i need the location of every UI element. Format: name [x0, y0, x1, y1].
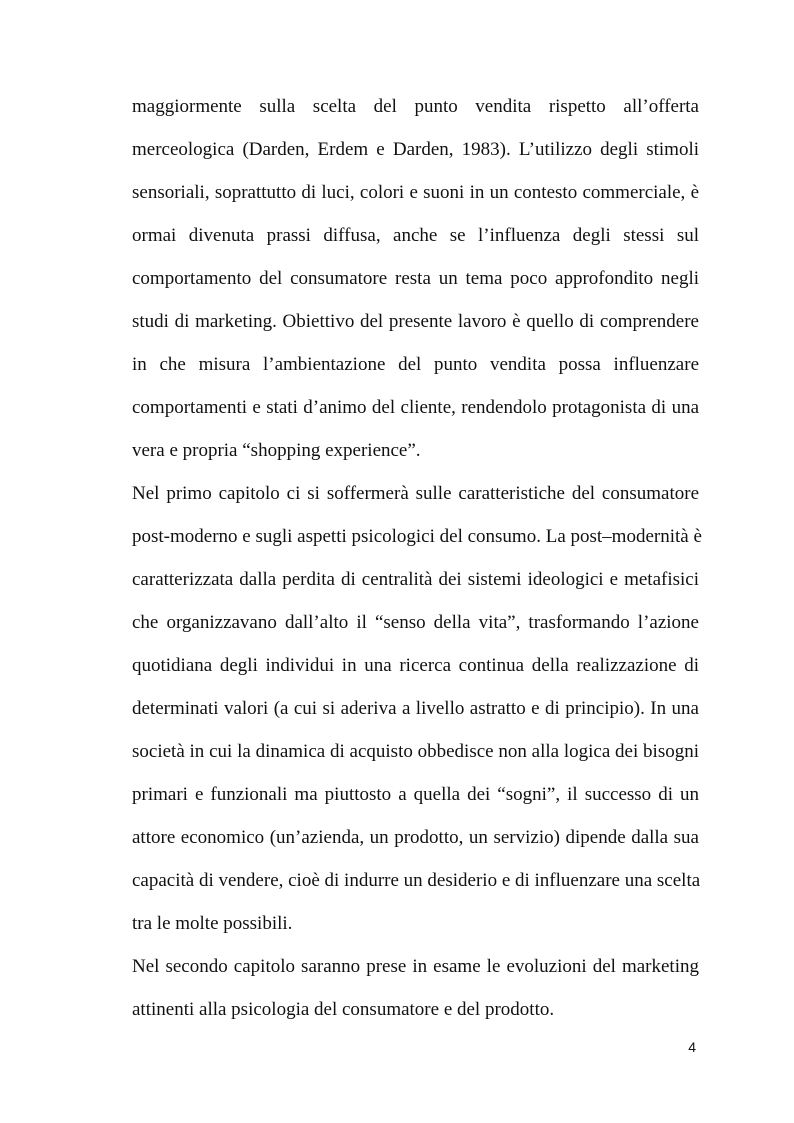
text-line: tra le molte possibili.: [132, 913, 293, 934]
text-line: in che misura l’ambientazione del punto vendita possa influenzare: [132, 354, 699, 375]
text-line: sensoriali, soprattutto di luci, colori e suoni in un contesto commerciale, è: [132, 182, 699, 203]
text-line: attore economico (un’azienda, un prodotto, un servizio) dipende dalla sua: [132, 827, 699, 848]
text-line: Nel secondo capitolo saranno prese in esame le evoluzioni del marketing: [132, 956, 699, 977]
text-line: caratterizzata dalla perdita di centralità dei sistemi ideologici e metafisici: [132, 569, 699, 590]
text-line: attinenti alla psicologia del consumatore e del prodotto.: [132, 999, 555, 1020]
text-line: capacità di vendere, cioè di indurre un desiderio e di influenzare una scelta: [132, 870, 701, 891]
page-number: 4: [688, 1039, 696, 1055]
text-line: primari e funzionali ma piuttosto a quella dei “sogni”, il successo di un: [132, 784, 699, 805]
text-line: comportamento del consumatore resta un tema poco approfondito negli: [132, 268, 699, 289]
text-line: determinati valori (a cui si aderiva a livello astratto e di principio). In una: [132, 698, 699, 719]
text-line: che organizzavano dall’alto il “senso della vita”, trasformando l’azione: [132, 612, 699, 633]
text-line: società in cui la dinamica di acquisto obbedisce non alla logica dei bisogni: [132, 741, 699, 762]
text-line: comportamenti e stati d’animo del cliente, rendendolo protagonista di una: [132, 397, 699, 418]
text-line: studi di marketing. Obiettivo del presente lavoro è quello di comprendere: [132, 311, 699, 332]
text-line: post-moderno e sugli aspetti psicologici del consumo. La post–modernità è: [132, 526, 702, 547]
text-line: maggiormente sulla scelta del punto vendita rispetto all’offerta: [132, 96, 699, 117]
text-line: vera e propria “shopping experience”.: [132, 440, 421, 461]
text-line: merceologica (Darden, Erdem e Darden, 1983). L’utilizzo degli stimoli: [132, 139, 699, 160]
text-line: quotidiana degli individui in una ricerca continua della realizzazione di: [132, 655, 699, 676]
text-line: Nel primo capitolo ci si soffermerà sulle caratteristiche del consumatore: [132, 483, 699, 504]
text-line: ormai divenuta prassi diffusa, anche se l’influenza degli stessi sul: [132, 225, 699, 246]
